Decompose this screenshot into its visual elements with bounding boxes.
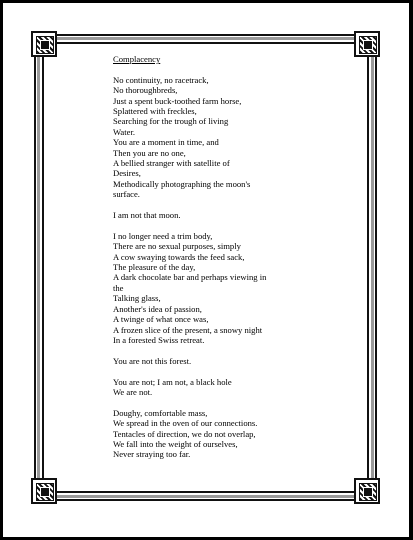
- poem-line: I am not that moon.: [113, 210, 181, 221]
- poem-line: Water.: [113, 126, 135, 137]
- poem-line: surface.: [113, 189, 140, 200]
- poem-stanza: [113, 377, 313, 398]
- poem-line: Another's idea of passion,: [113, 303, 202, 314]
- poem-line: No continuity, no racetrack,: [113, 74, 209, 85]
- poem-line: Desires,: [113, 168, 141, 179]
- poem-line: A twinge of what once was,: [113, 314, 209, 325]
- poem-line: I no longer need a trim body,: [113, 230, 213, 241]
- corner-ornament-bottom-left: [31, 478, 57, 504]
- poem-line: In a forested Swiss retreat.: [113, 334, 205, 345]
- poem-stanza: [113, 356, 313, 366]
- corner-ornament-top-right: [354, 31, 380, 57]
- poem-line: Then you are no one,: [113, 147, 186, 158]
- poem-line: You are not; I am not, a black hole: [113, 376, 232, 387]
- poem-line: We fall into the weight of ourselves,: [113, 438, 238, 449]
- poem-line: Just a spent buck-toothed farm horse,: [113, 95, 242, 106]
- poem-line: We are not.: [113, 386, 153, 397]
- poem-line: the: [113, 282, 124, 293]
- poem-line: Splattered with freckles,: [113, 106, 197, 117]
- poem-line: Searching for the trough of living: [113, 116, 229, 127]
- poem-line: A dark chocolate bar and perhaps viewing in: [113, 272, 267, 283]
- poem-line: Doughy, comfortable mass,: [113, 407, 208, 418]
- poem-line: A cow swaying towards the feed sack,: [113, 251, 245, 262]
- poem-stanza: [113, 75, 313, 200]
- poem-body: [113, 54, 313, 470]
- poem-line: Never straying too far.: [113, 449, 191, 460]
- poem-stanza: [113, 210, 313, 220]
- poem-stanza: [113, 231, 313, 345]
- poem-line: Talking glass,: [113, 293, 161, 304]
- poem-title: Complacency: [113, 54, 161, 64]
- poem-line: You are not this forest.: [113, 355, 192, 366]
- poem-line: A bellied stranger with satellite of: [113, 158, 230, 169]
- poem-line: Tentacles of direction, we do not overlap,: [113, 428, 256, 439]
- poem-line: There are no sexual purposes, simply: [113, 241, 241, 252]
- poem-stanzas: [113, 75, 313, 460]
- poem-stanza: [113, 408, 313, 460]
- corner-ornament-bottom-right: [354, 478, 380, 504]
- poem-line: We spread in the oven of our connections.: [113, 418, 258, 429]
- corner-ornament-top-left: [31, 31, 57, 57]
- poem-line: A frozen slice of the present, a snowy night: [113, 324, 263, 335]
- poem-line: You are a moment in time, and: [113, 137, 219, 148]
- poem-line: No thoroughbreds,: [113, 85, 178, 96]
- poem-line: Methodically photographing the moon's: [113, 178, 251, 189]
- poem-line: The pleasure of the day,: [113, 262, 196, 273]
